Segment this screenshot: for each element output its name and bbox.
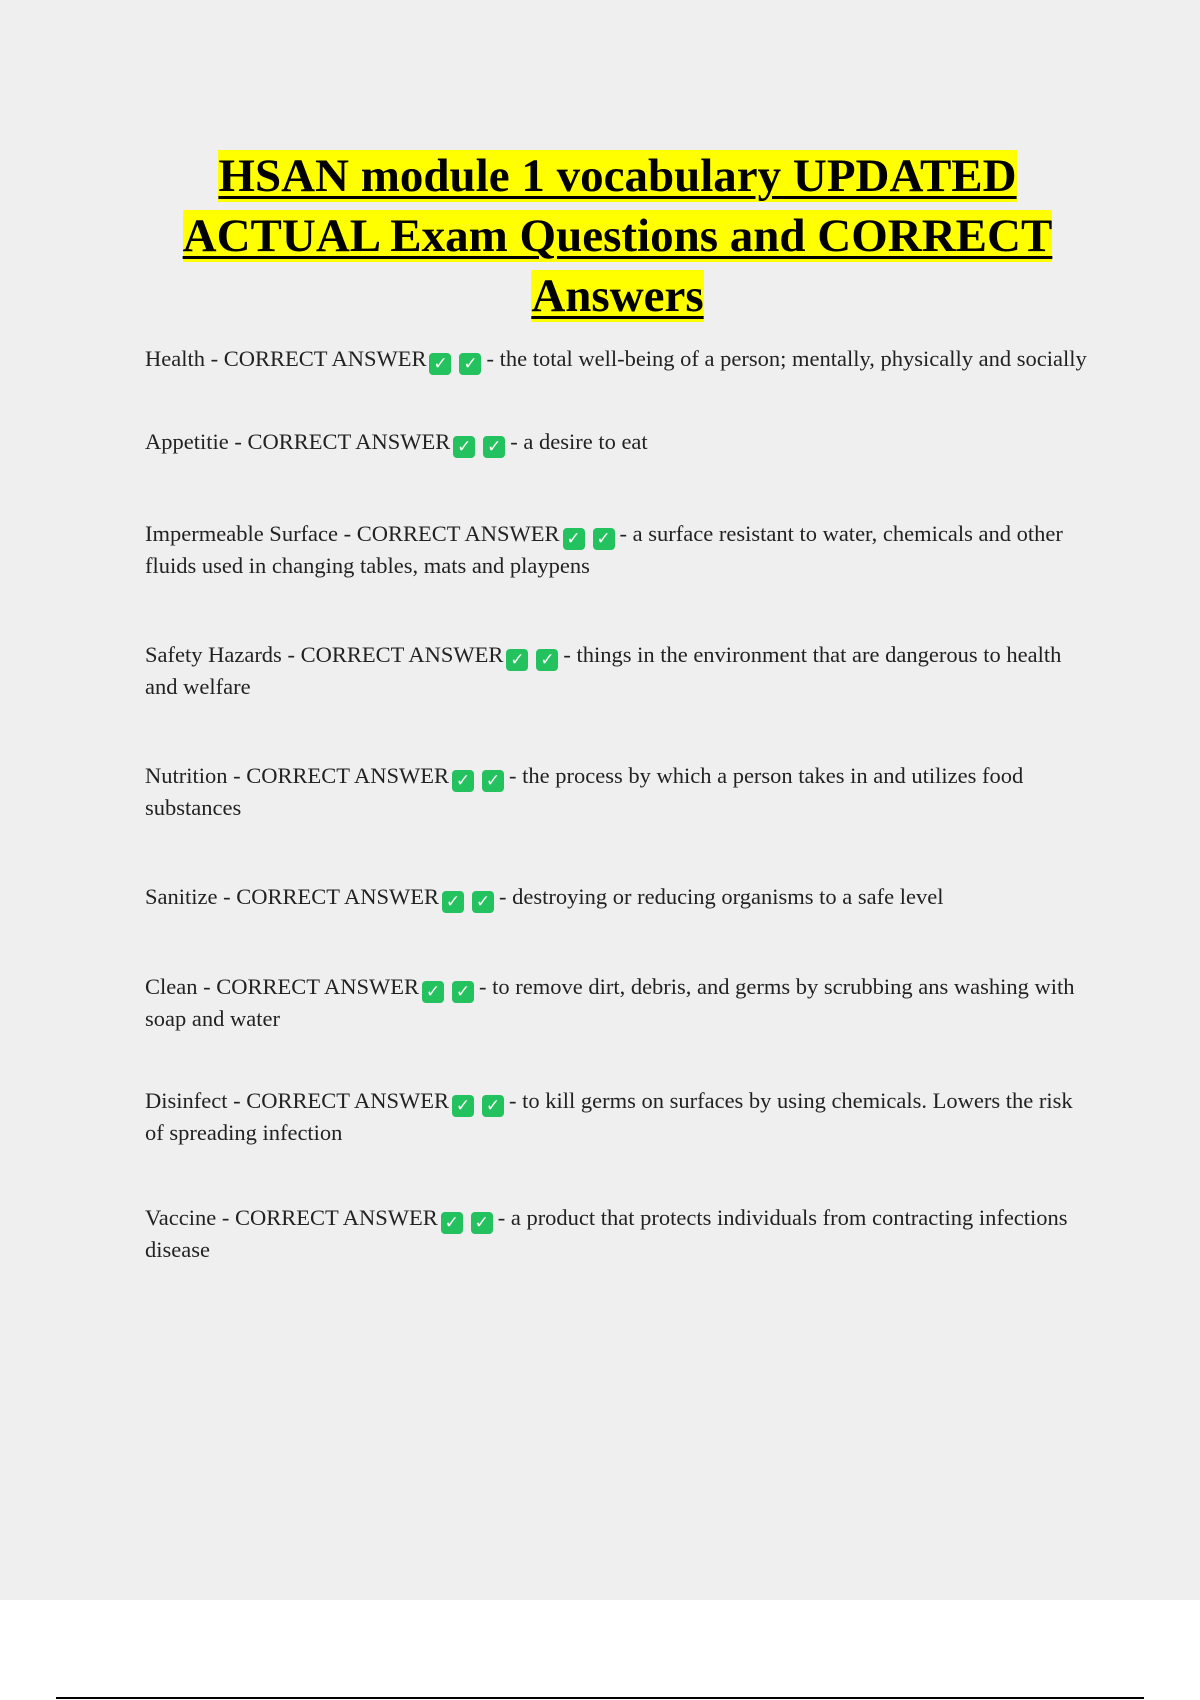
vocab-definition: to kill germs on surfaces by using chemicals. Lowers the risk of spreading infection	[145, 1088, 1073, 1145]
checkmark-icon: ✓	[483, 436, 505, 458]
title-line-1: HSAN module 1 vocabulary UPDATED	[218, 150, 1017, 202]
checkmark-icon: ✓	[482, 1095, 504, 1117]
vocabulary-list	[145, 343, 1090, 1265]
page-title	[150, 146, 1085, 326]
vocab-entry: Safety Hazards - CORRECT ANSWER ✓ ✓ - things in the environment that are dangerous to health and welfare	[145, 642, 1062, 699]
checkmark-icon: ✓	[452, 1095, 474, 1117]
answer-tag: CORRECT ANSWER	[356, 521, 560, 546]
vocab-entry: Disinfect - CORRECT ANSWER ✓ ✓ - to kill germs on surfaces by using chemicals. Lowers the risk of spreading infection	[145, 1088, 1073, 1145]
vocab-definition: a surface resistant to water, chemicals and other fluids used in changing tables, mats and playpens	[145, 521, 1063, 578]
checkmark-icon: ✓	[459, 353, 481, 375]
vocab-entry: Appetitie - CORRECT ANSWER ✓ ✓ - a desire to eat	[145, 429, 648, 457]
checkmark-icon: ✓	[536, 649, 558, 671]
vocab-definition: the process by which a person takes in and utilizes food substances	[145, 763, 1024, 820]
vocab-entry: Nutrition - CORRECT ANSWER ✓ ✓ - the process by which a person takes in and utilizes food substances	[145, 763, 1024, 820]
vocab-term: Nutrition	[145, 763, 228, 788]
vocab-definition: things in the environment that are dangerous to health and welfare	[145, 642, 1062, 699]
answer-tag: CORRECT ANSWER	[216, 974, 419, 999]
checkmark-icon: ✓	[472, 891, 494, 913]
vocab-term: Health	[145, 346, 205, 371]
vocab-entry: Impermeable Surface - CORRECT ANSWER ✓ ✓ - a surface resistant to water, chemicals and other fluids used in changing tables, mats and playpens	[145, 521, 1063, 578]
vocab-term: Safety Hazards	[145, 642, 282, 667]
vocab-definition: destroying or reducing organisms to a safe level	[512, 884, 944, 909]
checkmark-icon: ✓	[429, 353, 451, 375]
checkmark-icon: ✓	[506, 649, 528, 671]
answer-tag: CORRECT ANSWER	[300, 642, 504, 667]
vocab-entry: Vaccine - CORRECT ANSWER ✓ ✓ - a product that protects individuals from contracting infections disease	[145, 1205, 1068, 1262]
answer-tag: CORRECT ANSWER	[236, 884, 439, 909]
vocab-entry: Clean - CORRECT ANSWER ✓ ✓ - to remove dirt, debris, and germs by scrubbing ans washing with soap and water	[145, 974, 1075, 1031]
checkmark-icon: ✓	[471, 1212, 493, 1234]
title-line-2: ACTUAL Exam Questions and CORRECT	[182, 210, 1053, 262]
vocab-definition: a desire to eat	[523, 429, 648, 454]
checkmark-icon: ✓	[452, 770, 474, 792]
vocab-term: Impermeable Surface	[145, 521, 339, 546]
checkmark-icon: ✓	[441, 1212, 463, 1234]
answer-tag: CORRECT ANSWER	[246, 1088, 449, 1113]
vocab-definition: the total well-being of a person; mentally, physically and socially	[499, 346, 1087, 371]
checkmark-icon: ✓	[422, 981, 444, 1003]
title-line-3: Answers	[531, 270, 704, 322]
answer-tag: CORRECT ANSWER	[234, 1205, 438, 1230]
checkmark-icon: ✓	[593, 528, 615, 550]
vocab-term: Appetitie	[145, 429, 229, 454]
footer-divider	[56, 1697, 1144, 1699]
vocab-definition: to remove dirt, debris, and germs by scrubbing ans washing with soap and water	[145, 974, 1075, 1031]
checkmark-icon: ✓	[452, 981, 474, 1003]
vocab-term: Sanitize	[145, 884, 218, 909]
answer-tag: CORRECT ANSWER	[223, 346, 427, 371]
vocab-term: Vaccine	[145, 1205, 217, 1230]
vocab-definition: a product that protects individuals from contracting infections disease	[145, 1205, 1068, 1262]
checkmark-icon: ✓	[453, 436, 475, 458]
checkmark-icon: ✓	[563, 528, 585, 550]
title-block	[150, 146, 1085, 326]
checkmark-icon: ✓	[482, 770, 504, 792]
checkmark-icon: ✓	[442, 891, 464, 913]
vocab-entry: Health - CORRECT ANSWER ✓ ✓ - the total well-being of a person; mentally, physically and socially	[145, 346, 1087, 374]
vocab-term: Disinfect	[145, 1088, 228, 1113]
vocab-term: Clean	[145, 974, 198, 999]
answer-tag: CORRECT ANSWER	[247, 429, 451, 454]
answer-tag: CORRECT ANSWER	[246, 763, 449, 788]
vocab-entry: Sanitize - CORRECT ANSWER ✓ ✓ - destroying or reducing organisms to a safe level	[145, 884, 944, 912]
